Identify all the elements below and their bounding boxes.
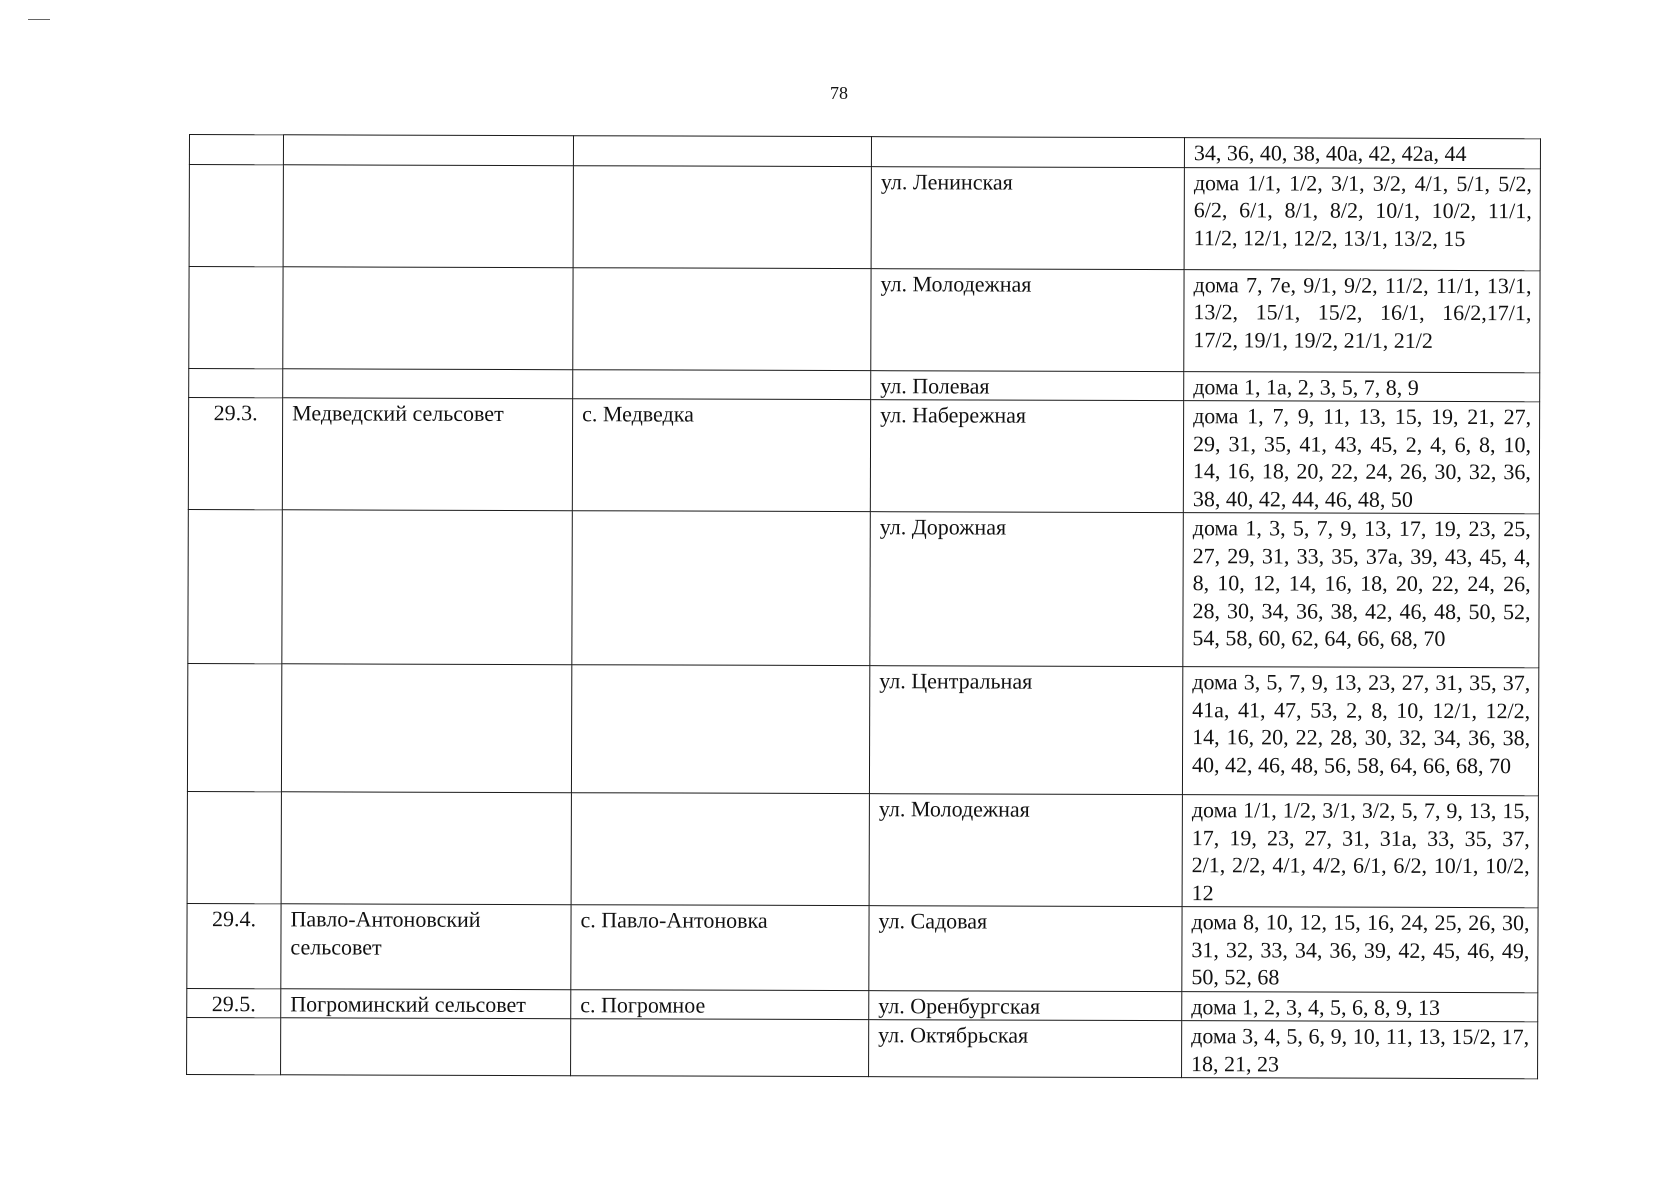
council-cell: [281, 988, 571, 1018]
houses-cell: [1183, 401, 1539, 514]
row-number-cell: [189, 368, 283, 398]
council-cell-text: Погроминский сельсовет: [290, 990, 526, 1017]
row-number-cell: [187, 903, 281, 988]
houses-cell-text: дома 8, 10, 12, 15, 16, 24, 25, 26, 30, 31, 32, 33, 34, 36, 39, 42, 45, 46, 49, 50, 52, 68: [1191, 909, 1530, 990]
table-row: [187, 988, 1538, 1022]
houses-cell: [1184, 138, 1540, 169]
houses-cell: [1182, 795, 1538, 908]
table-body: [187, 135, 1541, 1079]
table-row: [189, 164, 1540, 270]
street-cell-text: [881, 138, 1176, 139]
houses-cell: [1182, 667, 1538, 796]
street-cell-text: ул. Ленинская: [880, 168, 1013, 195]
council-cell: [283, 266, 573, 369]
village-cell-text: [582, 371, 862, 372]
village-cell-text: [581, 666, 861, 667]
village-cell-text: с. Погромное: [580, 991, 706, 1018]
houses-cell-text: дома 1/1, 1/2, 3/1, 3/2, 4/1, 5/1, 5/2, 6/2, 6/1, 8/1, 8/2, 10/1, 10/2, 11/1, 11/2, 12/1, 12/2, 13/1, 13/2, 15: [1193, 169, 1532, 251]
houses-cell: [1182, 907, 1538, 993]
street-cell-text: ул. Центральная: [879, 668, 1033, 694]
council-cell-text: Медведский сельсовет: [292, 400, 504, 426]
houses-cell: [1182, 991, 1538, 1022]
village-cell: [573, 267, 871, 370]
row-number-cell: [187, 988, 281, 1018]
table-row: [188, 509, 1539, 667]
row-number-cell: [189, 266, 283, 368]
village-cell-text: [583, 269, 863, 270]
table-row: [189, 135, 1540, 169]
settlements-table: [186, 134, 1541, 1079]
street-cell-text: ул. Садовая: [878, 908, 988, 934]
row-number-cell-text: 29.3.: [213, 400, 258, 426]
village-cell: [571, 793, 869, 906]
village-cell: [571, 1019, 869, 1077]
table-row: [187, 903, 1538, 992]
council-cell-text: Павло-Антоновский сельсовет: [290, 906, 481, 960]
council-cell-text: [293, 268, 565, 269]
council-cell: [283, 135, 573, 165]
street-cell: [869, 666, 1182, 795]
council-cell: [281, 1018, 571, 1076]
street-cell-text: ул. Полевая: [880, 372, 990, 399]
houses-cell: [1184, 269, 1540, 372]
council-cell: [282, 510, 572, 665]
houses-cell-text: дома 3, 4, 5, 6, 9, 10, 11, 13, 15/2, 17, 18, 21, 23: [1191, 1023, 1530, 1076]
street-cell-text: ул. Молодежная: [880, 270, 1032, 297]
village-cell-text: [582, 512, 862, 513]
houses-cell: [1182, 1021, 1538, 1079]
village-cell-text: [580, 1020, 860, 1021]
table-row: [187, 663, 1538, 795]
scan-corner-mark: [28, 19, 50, 20]
table-row: [187, 791, 1538, 907]
village-cell-text: [583, 137, 863, 138]
table-row: [188, 398, 1539, 514]
village-cell-text: с. Медведка: [582, 401, 694, 427]
houses-cell-text: дома 1, 1а, 2, 3, 5, 7, 8, 9: [1193, 373, 1419, 400]
page-number: 78: [830, 83, 848, 103]
street-cell: [871, 137, 1184, 167]
houses-cell-text: дома 1, 2, 3, 4, 5, 6, 8, 9, 13: [1191, 993, 1441, 1020]
street-cell-text: ул. Дорожная: [879, 514, 1007, 540]
street-cell: [871, 268, 1184, 371]
council-cell: [283, 164, 573, 267]
row-number-cell: [187, 791, 281, 903]
village-cell: [572, 511, 870, 666]
village-cell: [571, 665, 869, 794]
council-cell-text: [293, 136, 565, 137]
council-cell: [281, 664, 571, 793]
row-number-cell: [188, 398, 282, 510]
village-cell-text: с. Павло-Антоновка: [580, 907, 768, 933]
houses-cell-text: дома 1, 7, 9, 11, 13, 15, 19, 21, 27, 29, 31, 35, 41, 43, 45, 2, 4, 6, 8, 10, 14, 16, 18, 20, 22, 24, 26, 30, 32, 36, 38, 40, 42, 44, 46, 48, 50: [1192, 403, 1532, 512]
street-cell-text: ул. Оренбургская: [878, 992, 1041, 1019]
row-number-cell: [189, 135, 283, 165]
council-cell-text: [291, 665, 563, 666]
street-cell: [871, 370, 1184, 400]
council-cell: [281, 792, 571, 905]
village-cell: [571, 905, 869, 990]
row-number-cell: [188, 509, 282, 663]
village-cell: [573, 136, 871, 166]
street-cell-text: ул. Набережная: [880, 402, 1027, 428]
table-row: [187, 1017, 1538, 1078]
houses-cell: [1184, 371, 1540, 402]
row-number-cell: [189, 164, 283, 266]
street-cell: [869, 1020, 1182, 1078]
street-cell-text: ул. Молодежная: [878, 796, 1030, 822]
council-cell-text: [290, 1019, 562, 1020]
council-cell-text: [293, 166, 565, 167]
council-cell-text: [291, 793, 563, 794]
table-row: [189, 368, 1540, 402]
council-cell-text: [292, 511, 564, 512]
table-row: [189, 266, 1540, 372]
village-cell: [571, 989, 869, 1019]
houses-cell-text: дома 1/1, 1/2, 3/1, 3/2, 5, 7, 9, 13, 15, 17, 19, 23, 27, 31, 31а, 33, 35, 37, 2/1, 2/2, 4/1, 4/2, 6/1, 6/2, 10/1, 10/2, 12: [1191, 797, 1530, 905]
village-cell: [572, 399, 870, 512]
council-cell: [283, 368, 573, 398]
houses-cell: [1183, 513, 1539, 668]
houses-cell-text: дома 3, 5, 7, 9, 13, 23, 27, 31, 35, 37, 41а, 41, 47, 53, 2, 8, 10, 12/1, 12/2, 14, 16, 20, 22, 28, 30, 32, 34, 36, 38, 40, 42, 46, 48, 56, 58, 64, 66, 68, 70: [1191, 669, 1531, 778]
row-number-cell: [187, 1017, 281, 1074]
houses-cell-text: дома 7, 7е, 9/1, 9/2, 11/2, 11/1, 13/1, 13/2, 15/1, 15/2, 16/1, 16/2,17/1, 17/2, 19/1, 19/2, 21/1, 21/2: [1193, 271, 1532, 353]
council-cell: [282, 398, 572, 511]
houses-cell: [1184, 167, 1540, 270]
street-cell: [870, 512, 1183, 667]
street-cell: [869, 794, 1182, 907]
village-cell: [573, 369, 871, 399]
street-cell: [869, 990, 1182, 1020]
houses-cell-text: 34, 36, 40, 38, 40а, 42, 42а, 44: [1193, 140, 1467, 167]
street-cell-text: ул. Октябрьская: [878, 1022, 1029, 1048]
row-number-cell-text: 29.5.: [211, 990, 256, 1016]
houses-cell-text: дома 1, 3, 5, 7, 9, 13, 17, 19, 23, 25, 27, 29, 31, 33, 35, 37а, 39, 43, 45, 4, 8, 10, 12, 14, 16, 18, 20, 22, 24, 26, 28, 30, 34, 36, 38, 42, 46, 48, 50, 52, 54, 58, 60, 62, 64, 66, 68, 70: [1192, 515, 1531, 651]
street-cell: [870, 400, 1183, 513]
village-cell: [573, 165, 871, 268]
settlements-table-wrapper: [186, 134, 1540, 1079]
village-cell-text: [583, 167, 863, 168]
street-cell: [869, 906, 1182, 991]
council-cell: [281, 904, 571, 989]
row-number-cell-text: 29.4.: [211, 906, 257, 932]
street-cell: [871, 166, 1184, 269]
village-cell-text: [581, 794, 861, 795]
council-cell-text: [292, 370, 564, 371]
row-number-cell: [187, 663, 281, 791]
